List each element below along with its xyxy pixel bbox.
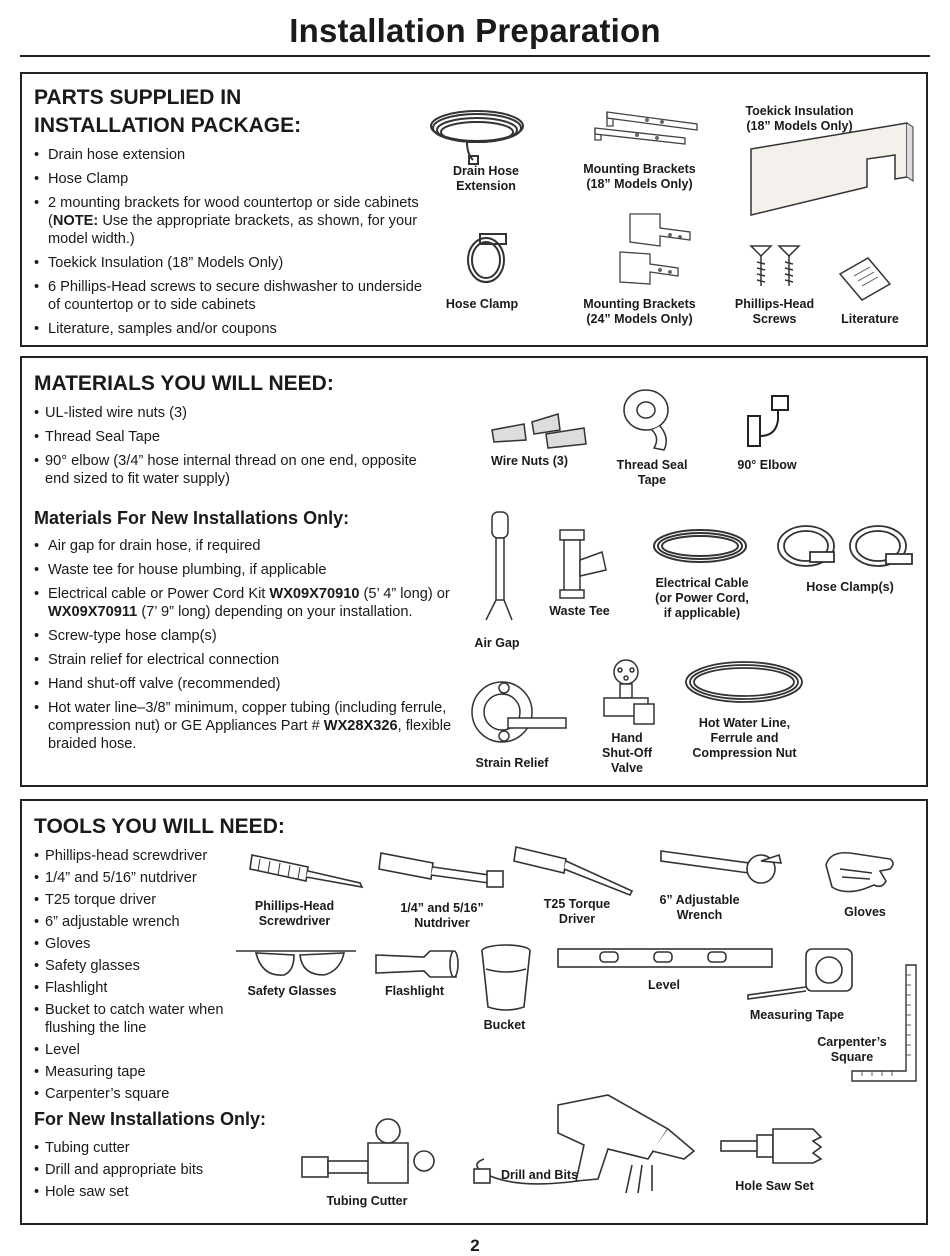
list-item: • Literature, samples and/or coupons <box>34 320 429 338</box>
screws-caption: Phillips-Head Screws <box>734 297 815 326</box>
page-title: Installation Preparation <box>289 12 661 49</box>
hole-saw-caption: Hole Saw Set <box>735 1179 814 1193</box>
hose-clamps-caption: Hose Clamp(s) <box>806 580 894 594</box>
parts-heading: PARTS SUPPLIED IN INSTALLATION PACKAGE: <box>34 86 302 137</box>
air-gap-icon <box>480 508 520 628</box>
hot-water-line-caption: Hot Water Line, Ferrule and Compression Nut <box>692 716 797 760</box>
list-item: • Toekick Insulation (18” Models Only) <box>34 254 429 272</box>
list-item: • Electrical cable or Power Cord Kit WX09X70910 (5’ 4” long) or WX09X70911 (7’ 9” long) depending on your installation. <box>34 585 458 621</box>
hot-water-line-icon <box>682 658 806 708</box>
drill-caption: Drill and Bits <box>500 1168 579 1182</box>
hole-saw-icon <box>717 1123 827 1173</box>
list-item: • 1/4” and 5/16” nutdriver <box>34 869 244 887</box>
safety-glasses-caption: Safety Glasses <box>247 984 337 998</box>
shutoff-valve-icon <box>598 658 658 728</box>
wire-nuts-caption: Wire Nuts (3) <box>491 454 568 468</box>
safety-glasses-icon <box>232 945 362 987</box>
list-item: • Thread Seal Tape <box>34 428 434 446</box>
thread-seal-tape-caption: Thread Seal Tape <box>616 458 688 487</box>
carpenters-square-caption: Carpenter’s Square <box>817 1035 887 1064</box>
list-item: • Safety glasses <box>34 957 244 975</box>
parts-list <box>34 146 429 338</box>
mounting-bracket-24-icon <box>600 210 700 290</box>
list-item: • Gloves <box>34 935 244 953</box>
thread-seal-tape-icon <box>620 386 676 452</box>
elbow-icon <box>744 392 804 452</box>
parts-section <box>20 72 928 347</box>
nutdriver-caption: 1/4” and 5/16” Nutdriver <box>400 901 484 930</box>
strain-relief-caption: Strain Relief <box>475 756 549 770</box>
list-item: • Hand shut-off valve (recommended) <box>34 675 458 693</box>
toekick-caption: Toekick Insulation (18” Models Only) <box>745 104 854 133</box>
list-item: • Screw-type hose clamp(s) <box>34 627 458 645</box>
list-item: • Hot water line–3/8” minimum, copper tubing (including ferrule, compression nut) or GE Appliances Part # WX28X326, flexible braided hose. <box>34 699 458 753</box>
waste-tee-caption: Waste Tee <box>549 604 610 618</box>
gloves-caption: Gloves <box>844 905 886 919</box>
list-item: • Bucket to catch water when flushing the line <box>34 1001 244 1037</box>
list-item: • 90° elbow (3/4” hose internal thread on one end, opposite end sized to fit water supply) <box>34 452 434 488</box>
mounting-brackets-18-caption: Mounting Brackets (18” Models Only) <box>583 162 696 191</box>
list-item: • T25 torque driver <box>34 891 244 909</box>
tools-list <box>34 847 244 1103</box>
list-item: • Phillips-head screwdriver <box>34 847 244 865</box>
measuring-tape-icon <box>744 943 860 1001</box>
list-item: • Carpenter’s square <box>34 1085 244 1103</box>
list-item: • Waste tee for house plumbing, if applicable <box>34 561 458 579</box>
list-item: • Measuring tape <box>34 1063 244 1081</box>
carpenters-square-icon <box>848 961 920 1085</box>
hose-clamps-icon <box>774 522 914 578</box>
tubing-cutter-caption: Tubing Cutter <box>326 1194 408 1208</box>
elbow-caption: 90° Elbow <box>737 458 797 472</box>
list-item: • Strain relief for electrical connection <box>34 651 458 669</box>
list-item: • UL-listed wire nuts (3) <box>34 404 434 422</box>
bucket-caption: Bucket <box>483 1018 526 1032</box>
list-item: • Flashlight <box>34 979 244 997</box>
page-number: 2 <box>470 1236 480 1255</box>
tools-new-list <box>34 1139 244 1201</box>
phillips-screwdriver-icon <box>248 845 378 895</box>
materials-new-list <box>34 537 458 753</box>
list-item: • Drain hose extension <box>34 146 429 164</box>
title-divider <box>20 55 930 57</box>
torque-driver-caption: T25 Torque Driver <box>543 897 611 926</box>
literature-icon <box>834 254 894 306</box>
list-item: • 6” adjustable wrench <box>34 913 244 931</box>
tubing-cutter-icon <box>298 1113 438 1189</box>
list-item: • 2 mounting brackets for wood countertop or side cabinets (NOTE: Use the appropriate brackets, as shown, for your model width.) <box>34 194 429 248</box>
materials-list <box>34 404 434 488</box>
list-item: • 6 Phillips-Head screws to secure dishwasher to underside of countertop or to side cabinets <box>34 278 429 314</box>
toekick-insulation-icon <box>747 119 917 234</box>
mounting-bracket-18-icon <box>587 106 707 146</box>
literature-caption: Literature <box>841 312 899 326</box>
adjustable-wrench-caption: 6” Adjustable Wrench <box>659 893 740 922</box>
flashlight-icon <box>372 947 462 981</box>
mounting-brackets-24-caption: Mounting Brackets (24” Models Only) <box>583 297 696 326</box>
tools-new-heading: For New Installations Only: <box>34 1109 267 1129</box>
measuring-tape-caption: Measuring Tape <box>749 1008 845 1022</box>
torque-driver-icon <box>512 841 637 897</box>
list-item: • Drill and appropriate bits <box>34 1161 244 1179</box>
nutdriver-icon <box>377 845 517 895</box>
materials-heading: MATERIALS YOU WILL NEED: <box>34 372 334 395</box>
bucket-icon <box>478 939 534 1015</box>
list-item: • Hole saw set <box>34 1183 244 1201</box>
list-item: • Hose Clamp <box>34 170 429 188</box>
flashlight-caption: Flashlight <box>384 984 445 998</box>
electrical-cable-icon <box>650 524 750 570</box>
drain-hose-icon <box>427 106 527 166</box>
screws-icon <box>747 242 807 292</box>
gloves-icon <box>820 845 900 901</box>
shutoff-valve-caption: Hand Shut-Off Valve <box>602 731 652 775</box>
level-caption: Level <box>648 978 680 992</box>
list-item: • Air gap for drain hose, if required <box>34 537 458 555</box>
wire-nuts-icon <box>488 408 598 454</box>
tools-heading: TOOLS YOU WILL NEED: <box>34 815 285 838</box>
tools-section <box>20 799 928 1225</box>
list-item: • Level <box>34 1041 244 1059</box>
strain-relief-icon <box>468 674 572 750</box>
list-item: • Tubing cutter <box>34 1139 244 1157</box>
materials-new-heading: Materials For New Installations Only: <box>34 508 350 528</box>
waste-tee-icon <box>550 526 612 600</box>
drain-hose-caption: Drain Hose Extension <box>453 164 519 193</box>
electrical-cable-caption: Electrical Cable (or Power Cord, if applicable) <box>655 576 749 620</box>
adjustable-wrench-icon <box>657 845 787 885</box>
phillips-screwdriver-caption: Phillips-Head Screwdriver <box>254 899 335 928</box>
hose-clamp-caption: Hose Clamp <box>445 297 519 311</box>
materials-section <box>20 356 928 787</box>
hose-clamp-icon <box>462 226 522 286</box>
air-gap-caption: Air Gap <box>474 636 520 650</box>
